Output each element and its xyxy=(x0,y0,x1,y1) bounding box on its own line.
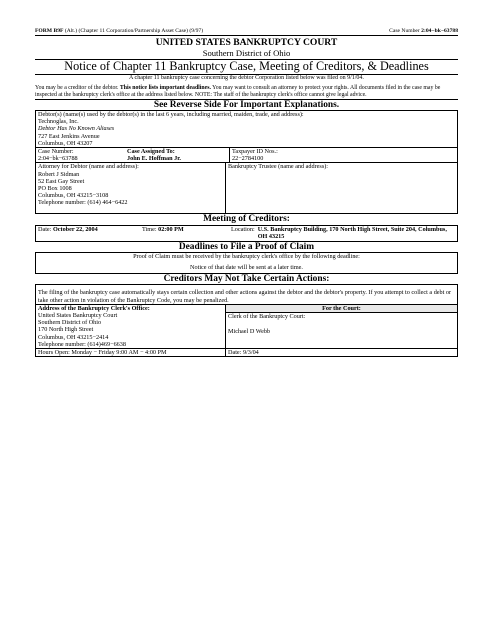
case-number-field-label: Case Number: xyxy=(38,148,74,156)
case-info-row xyxy=(35,147,458,163)
intro-rest: You may want to consult an attorney to protect your rights. All documents filed in the case may be inspected at the bankruptcy clerk's office at the address listed below. NOTE: The staff of the bankruptcy clerk's office cannot give legal advice. xyxy=(35,84,441,98)
notice-subtitle: A chapter 11 bankruptcy case concerning the debtor Corporation listed below was filed on 9/1/04. xyxy=(129,74,364,81)
clerk-hours: Hours Open: Monday − Friday 9:00 AM − 4:00 PM xyxy=(38,348,167,356)
court-date-cell xyxy=(225,349,457,356)
intro-start: You may be a creditor of the debtor. xyxy=(35,84,120,91)
debtor-name: Technoglas, Inc. xyxy=(38,118,79,126)
clerk-address-line-1: United States Bankruptcy Court xyxy=(38,311,118,319)
form-id: FORM B9F xyxy=(35,28,64,34)
form-description: (Alt.) (Chapter 11 Corporation/Partnership Asset Case) (9/97) xyxy=(64,28,204,34)
for-court-heading: For the Court: xyxy=(226,305,457,313)
debtor-city: Columbus, OH 43207 xyxy=(38,139,93,147)
meeting-time xyxy=(140,226,229,241)
clerk-office-label: Address of the Bankruptcy Clerk's Office: xyxy=(38,304,150,312)
case-number-label: Case Number xyxy=(389,28,420,34)
meeting-location xyxy=(229,226,457,241)
debtor-aliases: Debtor Has No Known Aliases xyxy=(38,125,115,133)
deadlines-section xyxy=(35,253,458,273)
intro-bold: This notice lists important deadlines. xyxy=(119,84,211,91)
attorney-cell xyxy=(36,163,225,213)
intro-paragraph xyxy=(35,85,458,99)
case-number-field: 2:04−bk−63788 xyxy=(38,155,78,163)
court-date-value: 9/3/04 xyxy=(242,348,259,356)
case-assigned-cell xyxy=(125,148,229,162)
meeting-location-label: Location: xyxy=(231,225,255,233)
creditors-heading: Creditors May Not Take Certain Actions: xyxy=(35,274,458,286)
taxpayer-label: Taxpayer ID Nos.: xyxy=(232,148,278,156)
case-assigned-label: Case Assigned To: xyxy=(127,148,175,156)
creditors-text: The filing of the bankruptcy case automatically stays certain collection and other actions against the debtor and the debtor's property. If you attempt to collect a debt or take other action in violation of the Bankruptcy Code, you may be penalized. xyxy=(38,289,452,304)
meeting-date xyxy=(36,226,140,241)
court-clerk-label: Clerk of the Bankruptcy Court: xyxy=(228,312,306,320)
court-clerk-name: Michael D Webb xyxy=(228,328,271,336)
taxpayer-cell xyxy=(229,148,457,162)
court-district: Southern District of Ohio xyxy=(202,48,291,58)
meeting-date-value: October 22, 2004 xyxy=(52,225,98,233)
case-number-value: 2:04−bk−63788 xyxy=(421,28,458,34)
clerk-office-cell xyxy=(36,305,225,348)
deadlines-line-1: Proof of Claim must be received by the bankruptcy clerk's office by the following deadline: xyxy=(133,253,360,261)
clerk-phone: Telephone number: (614)469−6638 xyxy=(38,340,126,348)
clerk-address-line-3: 170 North High Street xyxy=(38,326,94,334)
meeting-heading: Meeting of Creditors: xyxy=(35,213,458,226)
court-date-label: Date: xyxy=(228,348,242,356)
meeting-time-label: Time: xyxy=(142,225,157,233)
header-case-number xyxy=(389,28,458,35)
clerk-address-line-2: Southern District of Ohio xyxy=(38,319,102,327)
meeting-details-row xyxy=(35,226,458,241)
attorney-po-box: PO Box 1008 xyxy=(38,185,72,193)
trustee-cell xyxy=(225,163,457,213)
attorney-street: 52 East Gay Street xyxy=(38,177,85,185)
taxpayer-id: 22−2784100 xyxy=(232,155,264,163)
hours-date-row xyxy=(35,348,458,357)
case-assigned-judge: John E. Hoffman Jr. xyxy=(127,155,181,163)
debtor-street: 727 East Jenkins Avenue xyxy=(38,132,100,140)
clerk-court-row xyxy=(35,304,458,348)
clerk-address-line-4: Columbus, OH 43215−2414 xyxy=(38,333,109,341)
deadlines-heading: Deadlines to File a Proof of Claim xyxy=(35,241,458,254)
meeting-location-value: U.S. Bankruptcy Building, 170 North High Street, Suite 204, Columbus, OH 43215 xyxy=(257,225,447,241)
meeting-date-label: Date: xyxy=(38,225,52,233)
notice-title: Notice of Chapter 11 Bankruptcy Case, Meeting of Creditors, & Deadlines xyxy=(35,59,458,75)
case-number-cell xyxy=(36,148,125,162)
court-name: UNITED STATES BANKRUPTCY COURT xyxy=(155,37,338,48)
attorney-name: Robert J Sidman xyxy=(38,170,80,178)
attorney-phone: Telephone number: (614) 464−6422 xyxy=(38,199,128,207)
debtor-section xyxy=(35,111,458,147)
form-identifier xyxy=(35,28,203,35)
document-body xyxy=(35,28,458,357)
deadlines-line-2: Notice of that date will be sent at a later time. xyxy=(190,263,303,271)
meeting-time-value: 02:00 PM xyxy=(158,225,184,233)
attorney-city: Columbus, OH 43215−3108 xyxy=(38,192,109,200)
for-court-cell xyxy=(225,305,457,348)
trustee-label: Bankruptcy Trustee (name and address): xyxy=(228,163,329,171)
debtor-label: Debtor(s) (name(s) used by the debtor(s) in the last 6 years, including married, maiden, trade, and address): xyxy=(38,111,304,118)
form-header xyxy=(35,28,458,36)
attorney-label: Attorney for Debtor (name and address): xyxy=(38,163,139,171)
reverse-side-heading: See Reverse Side For Important Explanations. xyxy=(35,99,458,112)
creditors-section xyxy=(35,285,458,303)
attorney-trustee-row xyxy=(35,163,458,213)
